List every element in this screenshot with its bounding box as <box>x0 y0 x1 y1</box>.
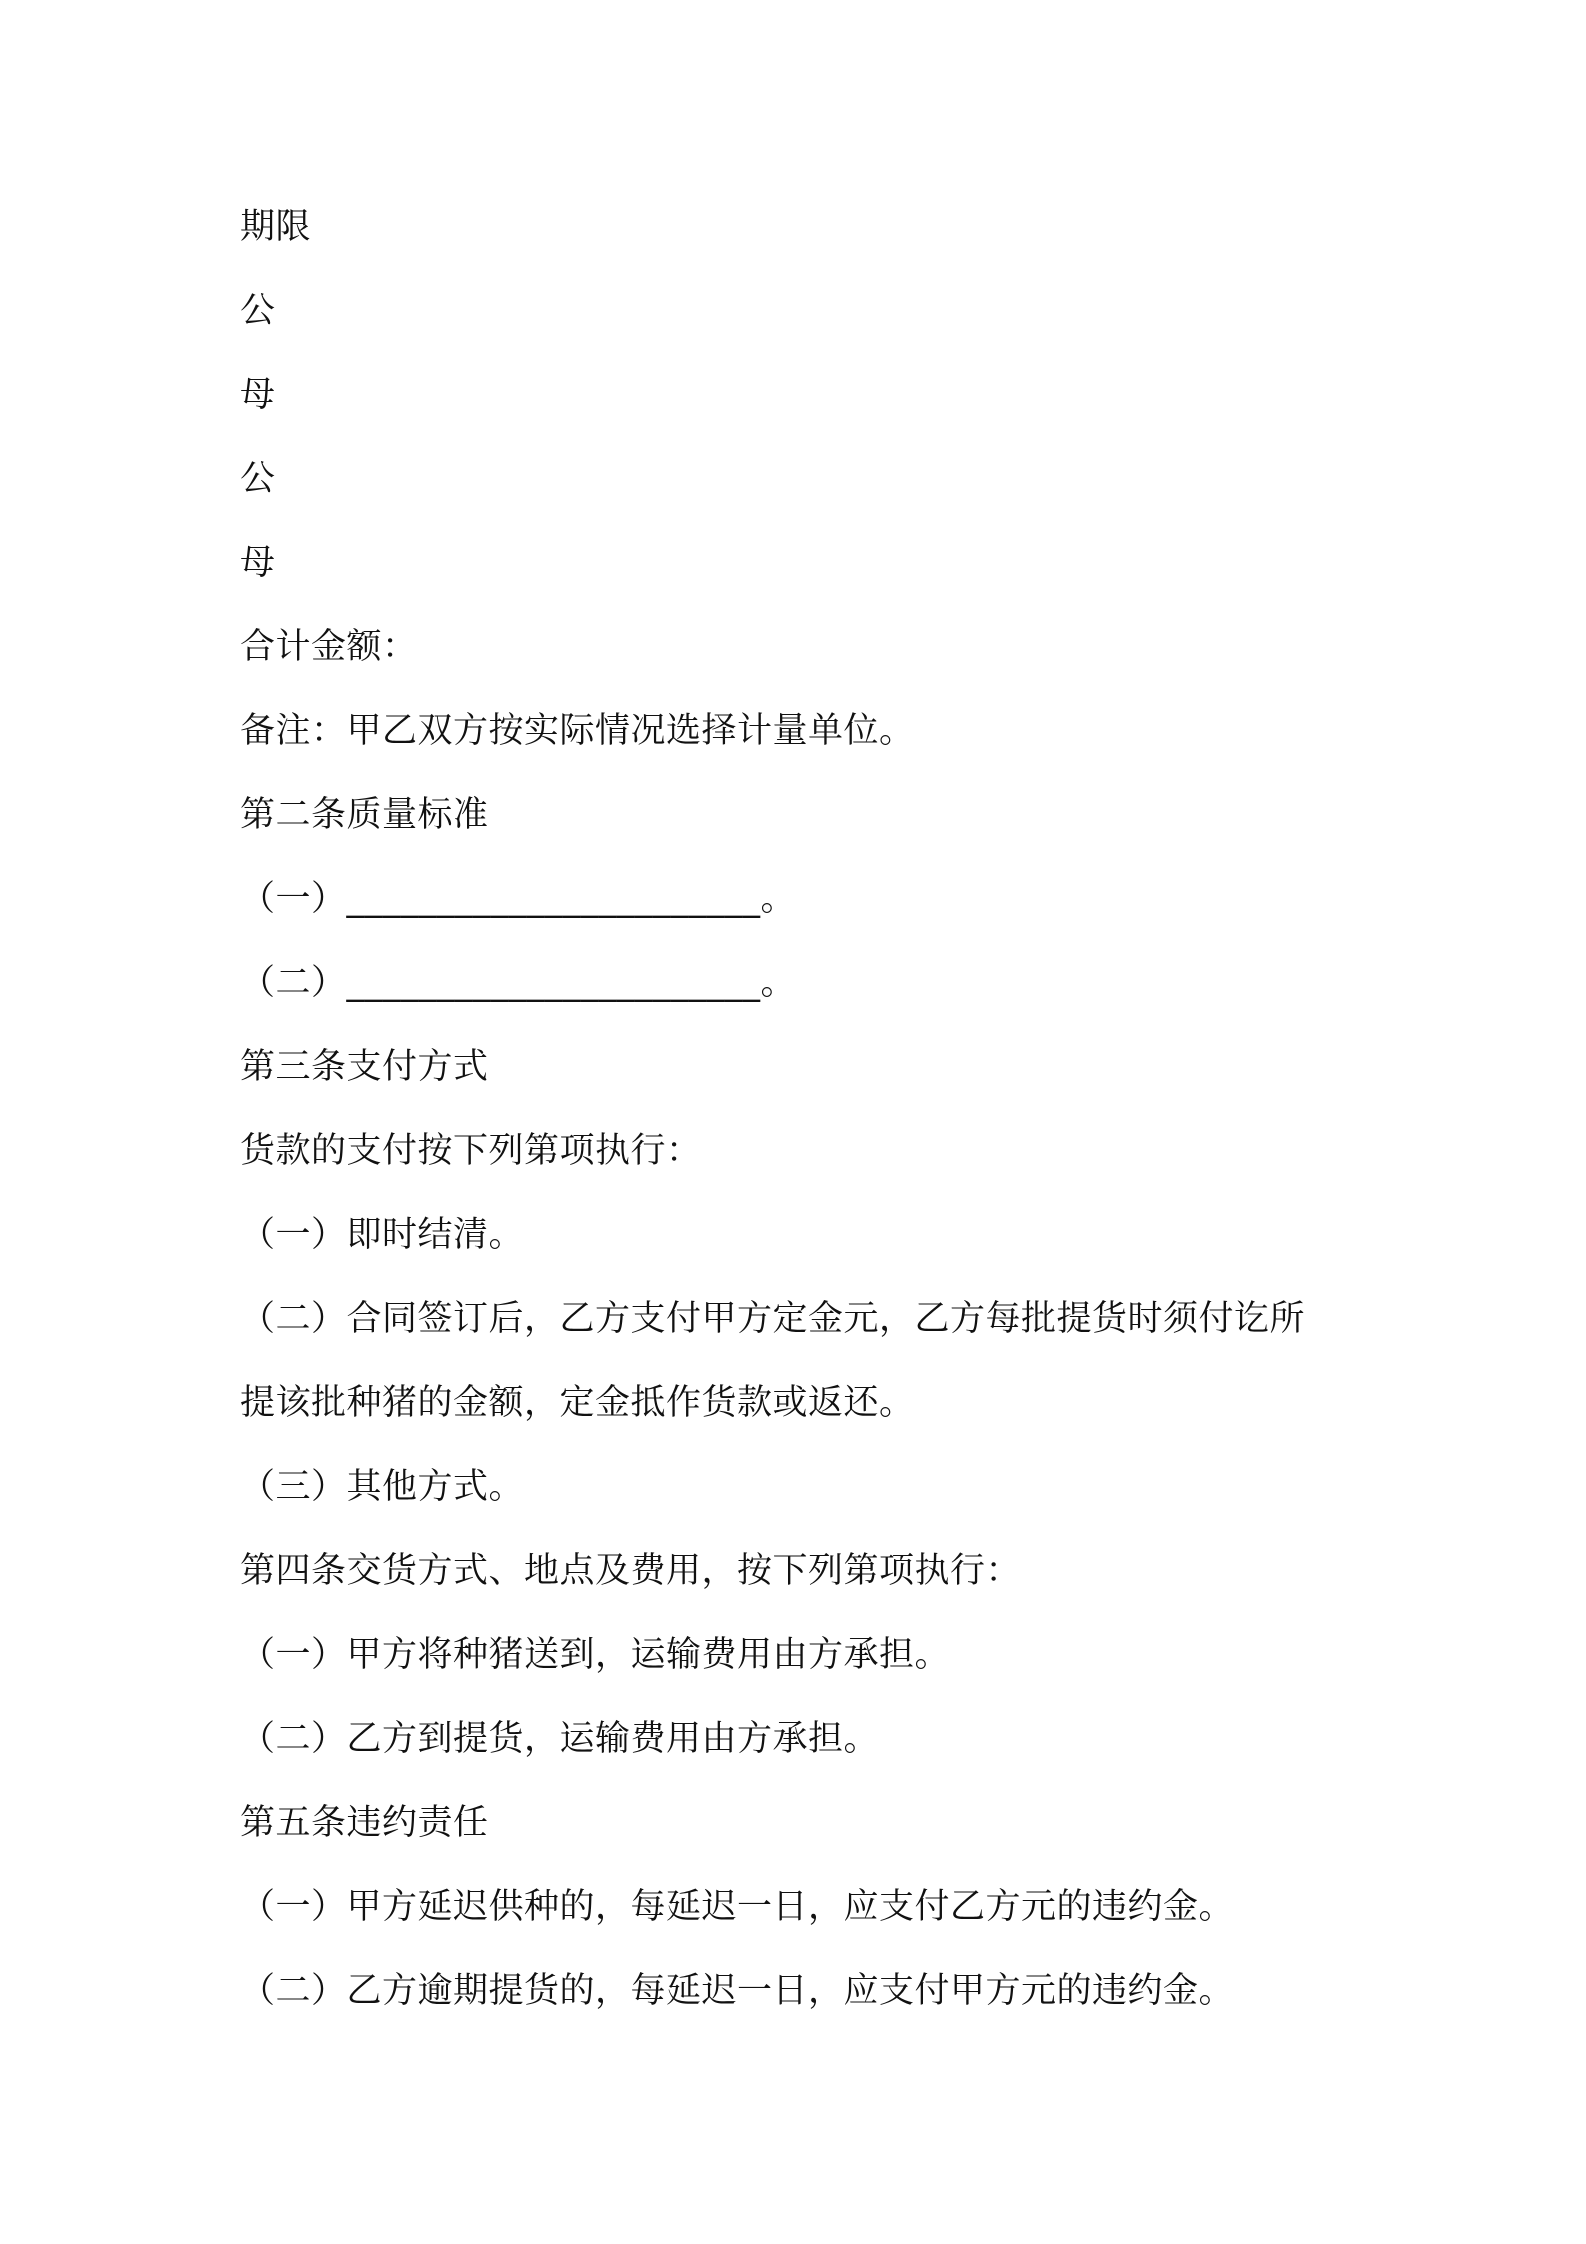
quality-standard-item-1: （一）_______________________。 <box>240 879 797 919</box>
payment-option-3: （三）其他方式。 <box>240 1467 525 1507</box>
liability-item-1: （一）甲方延迟供种的，每延迟一日，应支付乙方元的违约金。 <box>240 1887 1235 1927</box>
article-5-heading: 第五条违约责任 <box>240 1803 489 1843</box>
payment-option-2-continued: 提该批种猪的金额，定金抵作货款或返还。 <box>240 1383 915 1423</box>
female-label: 母 <box>240 543 276 583</box>
male-label: 公 <box>240 291 276 331</box>
payment-option-1: （一）即时结清。 <box>240 1215 525 1255</box>
total-amount-label: 合计金额： <box>240 627 418 667</box>
delivery-option-1: （一）甲方将种猪送到，运输费用由方承担。 <box>240 1635 951 1675</box>
payment-intro: 货款的支付按下列第项执行： <box>240 1131 702 1171</box>
article-4-heading: 第四条交货方式、地点及费用，按下列第项执行： <box>240 1551 1022 1591</box>
article-3-heading: 第三条支付方式 <box>240 1047 489 1087</box>
article-2-heading: 第二条质量标准 <box>240 795 489 835</box>
liability-item-2: （二）乙方逾期提货的，每延迟一日，应支付甲方元的违约金。 <box>240 1971 1235 2011</box>
remark-paragraph: 备注：甲乙双方按实际情况选择计量单位。 <box>240 711 915 751</box>
quality-standard-item-2: （二）_______________________。 <box>240 963 797 1003</box>
delivery-option-2: （二）乙方到提货，运输费用由方承担。 <box>240 1719 880 1759</box>
payment-option-2: （二）合同签订后，乙方支付甲方定金元，乙方每批提货时须付讫所 <box>240 1299 1306 1339</box>
male-label: 公 <box>240 459 276 499</box>
term-label: 期限 <box>240 207 312 247</box>
female-label: 母 <box>240 375 276 415</box>
